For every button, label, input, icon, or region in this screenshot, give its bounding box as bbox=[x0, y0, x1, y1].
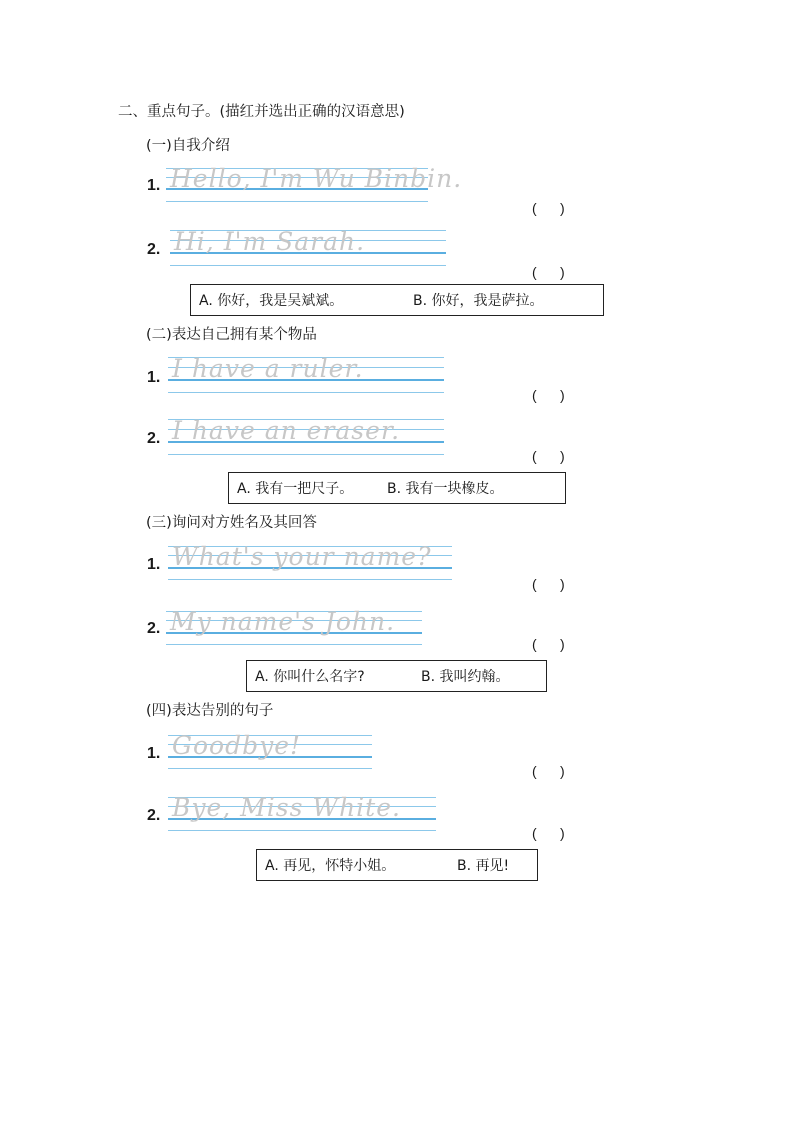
section-heading-3: (三)询问对方姓名及其回答 bbox=[146, 515, 317, 531]
handwriting-lines bbox=[168, 354, 444, 395]
answer-parentheses[interactable]: ( ) bbox=[532, 200, 565, 216]
handwriting-lines bbox=[168, 542, 452, 582]
option-b: B. 我有一块橡皮。 bbox=[387, 481, 504, 497]
trace-sentence: I have a ruler. bbox=[172, 354, 364, 383]
answer-parentheses[interactable]: ( ) bbox=[532, 387, 565, 403]
section-heading-2: (二)表达自己拥有某个物品 bbox=[146, 327, 317, 343]
item-number: 1. bbox=[147, 369, 161, 386]
trace-sentence: Hello, I'm Wu Binbin. bbox=[170, 164, 463, 193]
options-box bbox=[256, 849, 538, 881]
answer-parentheses[interactable]: ( ) bbox=[532, 264, 565, 280]
answer-parentheses[interactable]: ( ) bbox=[532, 636, 565, 652]
trace-sentence: My name's John. bbox=[170, 607, 396, 636]
handwriting-lines bbox=[166, 607, 422, 647]
answer-parentheses[interactable]: ( ) bbox=[532, 448, 565, 464]
trace-sentence: I have an eraser. bbox=[172, 416, 401, 445]
option-a: A. 你好，我是吴斌斌。 bbox=[199, 293, 344, 309]
item-number: 2. bbox=[147, 241, 161, 258]
answer-parentheses[interactable]: ( ) bbox=[532, 825, 565, 841]
item-number: 2. bbox=[147, 807, 161, 824]
option-a: A. 我有一把尺子。 bbox=[237, 481, 354, 497]
option-a: A. 你叫什么名字? bbox=[255, 669, 365, 685]
item-number: 2. bbox=[147, 620, 161, 637]
answer-parentheses[interactable]: ( ) bbox=[532, 763, 565, 779]
option-b: B. 我叫约翰。 bbox=[421, 669, 510, 685]
handwriting-lines bbox=[168, 416, 444, 457]
handwriting-lines bbox=[170, 227, 446, 268]
option-a: A. 再见，怀特小姐。 bbox=[265, 858, 396, 874]
handwriting-lines bbox=[166, 164, 463, 204]
section-heading-1: (一)自我介绍 bbox=[146, 138, 230, 154]
handwriting-lines bbox=[168, 731, 372, 771]
section-heading-4: (四)表达告别的句子 bbox=[146, 703, 274, 719]
answer-parentheses[interactable]: ( ) bbox=[532, 576, 565, 592]
trace-sentence: What's your name? bbox=[172, 542, 432, 571]
trace-sentence: Bye, Miss White. bbox=[172, 793, 401, 822]
options-box bbox=[190, 284, 604, 316]
item-number: 2. bbox=[147, 430, 161, 447]
item-number: 1. bbox=[147, 556, 161, 573]
item-number: 1. bbox=[147, 745, 161, 762]
options-box bbox=[228, 472, 566, 504]
handwriting-lines bbox=[168, 793, 436, 833]
trace-sentence: Goodbye! bbox=[172, 731, 302, 760]
options-box bbox=[246, 660, 547, 692]
exercise-title: 二、重点句子。(描红并选出正确的汉语意思) bbox=[118, 104, 405, 120]
option-b: B. 再见! bbox=[457, 858, 510, 874]
option-b: B. 你好，我是萨拉。 bbox=[413, 293, 544, 309]
trace-sentence: Hi, I'm Sarah. bbox=[174, 227, 366, 256]
item-number: 1. bbox=[147, 177, 161, 194]
